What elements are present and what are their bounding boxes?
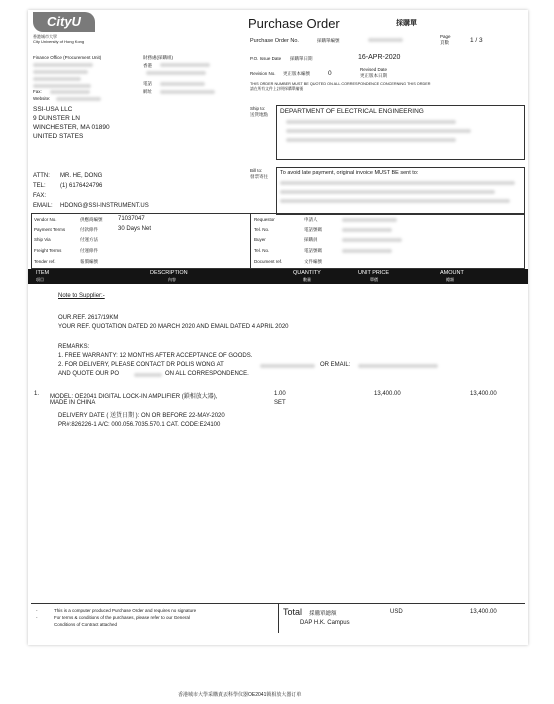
page-title: Purchase Order [248, 16, 340, 31]
line-item-made: MADE IN CHINA [50, 400, 96, 406]
note-to-supplier: Note to Supplier:- [58, 293, 105, 299]
issue-date-label: P.O. Issue Date [250, 56, 282, 61]
attn-label: ATTN: [33, 173, 50, 179]
ship-via-label-zh: 付運方法 [80, 237, 98, 242]
issuer-website-label: Website: [33, 96, 51, 101]
issuer-col2-label-4: 網址 [143, 89, 152, 94]
footer-divider [278, 603, 279, 633]
tel-no-label-2: Tel. No. [254, 248, 270, 253]
issuer-website-value [56, 97, 101, 101]
line-item-unit-price: 13,400.00 [374, 391, 401, 397]
page-value: 1 / 3 [470, 37, 483, 44]
issuer-address-line [33, 77, 81, 81]
order-notice: THIS ORDER NUMBER MUST BE QUOTED ON ALL CORRESPONDENCE CONCERNING THIS ORDER [250, 82, 431, 86]
vendor-line-3: WINCHESTER, MA 01890 [33, 124, 110, 131]
col-description: DESCRIPTION [150, 270, 188, 276]
issue-date-label-zh: 採購單日期 [290, 56, 313, 61]
requestor-label: Requestor [254, 217, 275, 222]
order-no-value [368, 38, 403, 42]
col-unit-price: UNIT PRICE [358, 270, 390, 276]
total-label-zh: 採購單總額 [309, 611, 337, 617]
ship-to-address-line [286, 129, 471, 133]
col-item-zh: 項目 [36, 277, 44, 282]
vendor-no-value: 71037047 [118, 216, 145, 222]
tel-no-label-zh-2: 電話號碼 [304, 248, 322, 253]
document-ref-label: Document ref. [254, 259, 283, 264]
ship-to-label: Ship to: [250, 106, 266, 111]
item-table-header [28, 269, 528, 284]
order-no-label: Purchase Order No. [250, 38, 299, 44]
ship-to-address-line [286, 120, 456, 124]
col-unit-price-zh: 單價 [370, 277, 378, 282]
email-value: HDONG@SSI-INSTRUMENT.US [60, 203, 149, 209]
line-item-delivery: DELIVERY DATE ( 送貨日期 ): ON OR BEFORE 22-MAY-2020 [58, 413, 225, 419]
revision-label-zh: 更正版本編號 [283, 71, 310, 76]
issuer-fax-value [50, 90, 90, 94]
remark-2a: 2. FOR DELIVERY, PLEASE CONTACT DR POLIS WONG AT [58, 362, 224, 368]
revision-value: 0 [328, 70, 332, 77]
ship-to-line1: DEPARTMENT OF ELECTRICAL ENGINEERING [280, 108, 424, 115]
revised-date-label: Revised Date [360, 67, 388, 72]
issuer-office: Finance Office (Procurement Unit) [33, 55, 102, 60]
col-description-zh: 內容 [168, 277, 176, 282]
col-quantity: QUANTITY [293, 270, 321, 276]
line-item-unit: SET [274, 400, 286, 406]
remark-2-phone [260, 364, 315, 368]
issuer-col2-value [146, 71, 206, 75]
freight-terms-label: Freight Terms [34, 248, 62, 253]
col-amount: AMOUNT [440, 270, 464, 276]
footer-note-1: This is a computer produced Purchase Order and requires no signature [54, 608, 197, 613]
tel-no-label-zh-1: 電話號碼 [304, 227, 322, 232]
remark-3b: ON ALL CORRESPONDENCE. [165, 371, 249, 377]
line-item-amount: 13,400.00 [470, 391, 497, 397]
terms-divider [250, 213, 251, 269]
order-no-label-zh: 採購單編號 [317, 38, 340, 43]
vendor-line-4: UNITED STATES [33, 133, 84, 140]
issuer-col2-value [160, 82, 205, 86]
bill-to-label-zh: 發票寄往 [250, 174, 268, 179]
bill-to-address-line [280, 190, 495, 194]
image-caption: 香港城市大學采購責丟科學仪器OE2041锁相放大器订单 [178, 692, 302, 698]
logo-name-zh: 香港城市大學 [33, 34, 57, 39]
page-title-zh: 採購單 [396, 20, 417, 27]
tel-no-value-2 [342, 249, 392, 253]
buyer-value [342, 238, 402, 242]
payment-terms-label: Payment Terms [34, 227, 66, 232]
attn-value: MR. HE, DONG [60, 173, 103, 179]
ship-to-address-line [286, 138, 456, 142]
bill-to-label: Bill to: [250, 168, 263, 173]
bill-to-address-line [280, 181, 515, 185]
order-notice-zh: 請在所有文件上註明採購單編號 [250, 87, 304, 91]
cityu-logo [33, 12, 95, 32]
tel-no-label-1: Tel. No. [254, 227, 270, 232]
line-item-pr: PR#:826226-1 A/C: 000.056.7035.570.1 CAT. CODE:E24100 [58, 422, 221, 428]
remarks-heading: REMARKS: [58, 344, 90, 350]
issuer-col2-label-2: 香港 [143, 63, 152, 68]
remark-3a: AND QUOTE OUR PO [58, 371, 120, 377]
total-currency: USD [390, 609, 403, 615]
footer-note-3: Conditions of Contract attached [54, 622, 118, 627]
col-item: ITEM [36, 270, 50, 276]
purchase-order-page [28, 10, 528, 645]
col-quantity-zh: 數量 [303, 277, 311, 282]
issuer-col2-value [160, 63, 210, 67]
buyer-label-zh: 採購員 [304, 237, 318, 242]
page-label-zh: 頁數 [440, 40, 449, 45]
page-label: Page [440, 34, 451, 39]
tel-value: (1) 6176424796 [60, 183, 103, 189]
issuer-address-line [33, 63, 93, 67]
our-ref: OUR.REF. 2617/19KM [58, 315, 119, 321]
issuer-col2-label-1: 財務處(採購組) [143, 55, 173, 60]
remark-2-email [358, 364, 438, 368]
fax-label: FAX: [33, 193, 47, 199]
line-item-qty: 1.00 [274, 391, 286, 397]
col-amount-zh: 總額 [446, 277, 454, 282]
footer-campus: DAP H.K. Campus [300, 620, 350, 626]
tel-no-value-1 [342, 228, 392, 232]
vendor-no-label: Vendor No. [34, 217, 57, 222]
freight-terms-label-zh: 付運條件 [80, 248, 98, 253]
your-ref: YOUR REF. QUOTATION DATED 20 MARCH 2020 AND EMAIL DATED 4 APRIL 2020 [58, 324, 289, 330]
vendor-no-label-zh: 供應商編號 [80, 217, 103, 222]
footer-note-2: For terms & conditions of the purchases, please refer to our General [54, 615, 190, 620]
issuer-col2-value [160, 90, 215, 94]
logo-name-en: City University of Hong Kong [33, 39, 85, 44]
revised-date-label-zh: 更正版本日期 [360, 73, 387, 78]
logo-brand: CityU [47, 14, 81, 29]
requestor-label-zh: 申請人 [304, 217, 318, 222]
tender-ref-label-zh: 報價編號 [80, 259, 98, 264]
tender-ref-label: Tender ref. [34, 259, 56, 264]
footer-bullet-1: - [36, 608, 38, 613]
remark-3-po [134, 373, 162, 377]
issuer-address-line [33, 70, 88, 74]
line-item-no: 1. [34, 391, 40, 397]
remark-1: 1. FREE WARRANTY: 12 MONTHS AFTER ACCEPTANCE OF GOODS. [58, 353, 253, 359]
tel-label: TEL: [33, 183, 46, 189]
payment-terms-value: 30 Days Net [118, 226, 152, 232]
issuer-fax-label: Fax: [33, 89, 42, 94]
ship-via-label: Ship Via [34, 237, 51, 242]
line-item-model: MODEL: OE2041 DIGITAL LOCK-IN AMPLIFIER (鎖相放大器), [50, 394, 218, 400]
document-ref-label-zh: 文件編號 [304, 259, 322, 264]
buyer-label: Buyer [254, 237, 266, 242]
ship-to-label-zh: 送貨地點 [250, 112, 268, 117]
email-label: EMAIL: [33, 203, 53, 209]
total-amount: 13,400.00 [470, 609, 497, 615]
total-label: Total [283, 607, 303, 617]
vendor-line-1: SSI-USA LLC [33, 106, 73, 113]
footer-bullet-2: - [36, 615, 38, 620]
remark-2b: OR EMAIL: [320, 362, 351, 368]
issuer-col2-label-3: 電話 [143, 81, 152, 86]
bill-to-text: To avoid late payment, original invoice MUST BE sent to: [280, 170, 419, 176]
payment-terms-label-zh: 付款條件 [80, 227, 98, 232]
issue-date: 16-APR-2020 [358, 54, 401, 61]
issuer-address-line [33, 84, 91, 88]
bill-to-address-line [280, 199, 510, 203]
requestor-value [342, 218, 397, 222]
vendor-line-2: 9 DUNSTER LN [33, 115, 80, 122]
revision-label: Revision No. [250, 71, 276, 76]
